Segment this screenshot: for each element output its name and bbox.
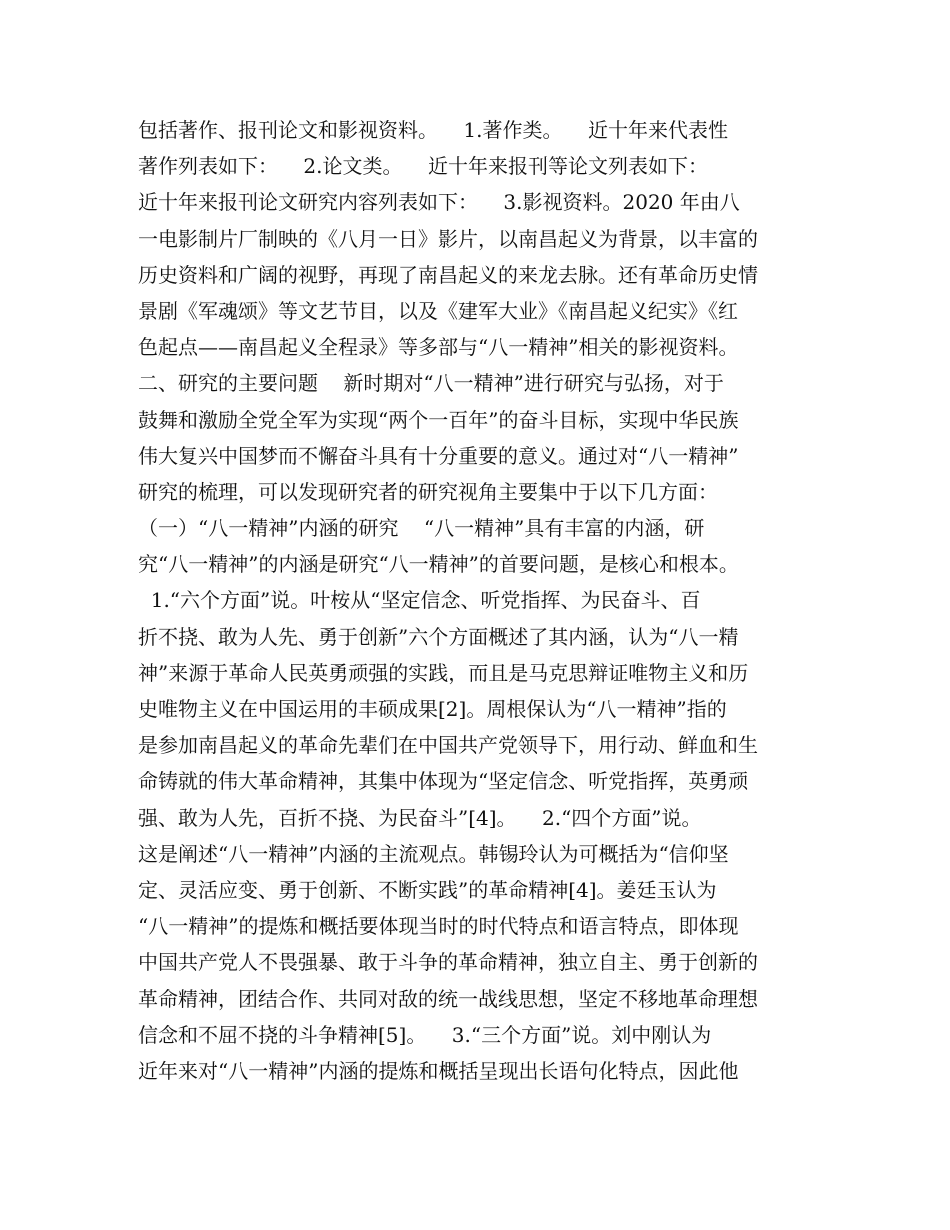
text-line: 革命精神，团结合作、共同对敌的统一战线思想，坚定不移地革命理想 xyxy=(138,986,758,1011)
text-line: 著作列表如下： 2.论文类。 近十年来报刊等论文列表如下： xyxy=(138,154,708,179)
text-line: 二、研究的主要问题 新时期对“八一精神”进行研究与弘扬，对于 xyxy=(138,371,724,396)
text-line: 景剧《军魂颂》等文艺节目，以及《建军大业》《南昌起义纪实》《红 xyxy=(138,298,738,323)
text-line: 1.“六个方面”说。叶桉从“坚定信念、听党指挥、为民奋斗、百 xyxy=(138,588,701,613)
text-line: 包括著作、报刊论文和影视资料。 1.著作类。 近十年来代表性 xyxy=(138,118,728,142)
text-line: （一）“八一精神”内涵的研究 “八一精神”具有丰富的内涵，研 xyxy=(138,516,705,541)
text-line: 这是阐述“八一精神”内涵的主流观点。韩锡玲认为可概括为“信仰坚 xyxy=(138,841,729,866)
text-line: 究“八一精神”的内涵是研究“八一精神”的首要问题，是核心和根本。 xyxy=(138,552,739,577)
text-line: 折不挠、敢为人先、勇于创新”六个方面概述了其内涵，认为“八一精 xyxy=(138,624,739,649)
text-line: 史唯物主义在中国运用的丰硕成果[2]。周根保认为“八一精神”指的 xyxy=(138,697,727,721)
text-line: 伟大复兴中国梦而不懈奋斗具有十分重要的意义。通过对“八一精神” xyxy=(138,443,739,468)
body-text xyxy=(138,112,818,1089)
text-line: 强、敢为人先，百折不挠、为民奋斗”[4]。 2.“四个方面”说。 xyxy=(138,805,702,830)
text-line: 信念和不屈不挠的斗争精神[5]。 3.“三个方面”说。刘中刚认为 xyxy=(138,1022,712,1047)
text-line: 命铸就的伟大革命精神，其集中体现为“坚定信念、听党指挥，英勇顽 xyxy=(138,769,749,794)
text-line: 神”来源于革命人民英勇顽强的实践，而且是马克思辩证唯物主义和历 xyxy=(138,660,749,685)
text-line: 中国共产党人不畏强暴、敢于斗争的革命精神，独立自主、勇于创新的 xyxy=(138,950,758,975)
text-line: 历史资料和广阔的视野，再现了南昌起义的来龙去脉。还有革命历史情 xyxy=(138,262,758,287)
text-line: 研究的梳理，可以发现研究者的研究视角主要集中于以下几方面： xyxy=(138,479,718,504)
text-line: 近年来对“八一精神”内涵的提炼和概括呈现出长语句化特点，因此他 xyxy=(138,1058,739,1083)
text-line: 一电影制片厂制映的《八月一日》影片，以南昌起义为背景，以丰富的 xyxy=(138,226,758,251)
text-line: 是参加南昌起义的革命先辈们在中国共产党领导下，用行动、鲜血和生 xyxy=(138,733,758,758)
text-line: 鼓舞和激励全党全军为实现“两个一百年”的奋斗目标，实现中华民族 xyxy=(138,407,739,432)
text-line: 近十年来报刊论文研究内容列表如下： 3.影视资料。2020 年由八 xyxy=(138,190,740,215)
text-line: “八一精神”的提炼和概括要体现当时的时代特点和语言特点，即体现 xyxy=(138,914,739,939)
text-line: 色起点——南昌起义全程录》等多部与“八一精神”相关的影视资料。 xyxy=(138,335,739,360)
text-line: 定、灵活应变、勇于创新、不断实践”的革命精神[4]。姜廷玉认为 xyxy=(138,877,717,902)
